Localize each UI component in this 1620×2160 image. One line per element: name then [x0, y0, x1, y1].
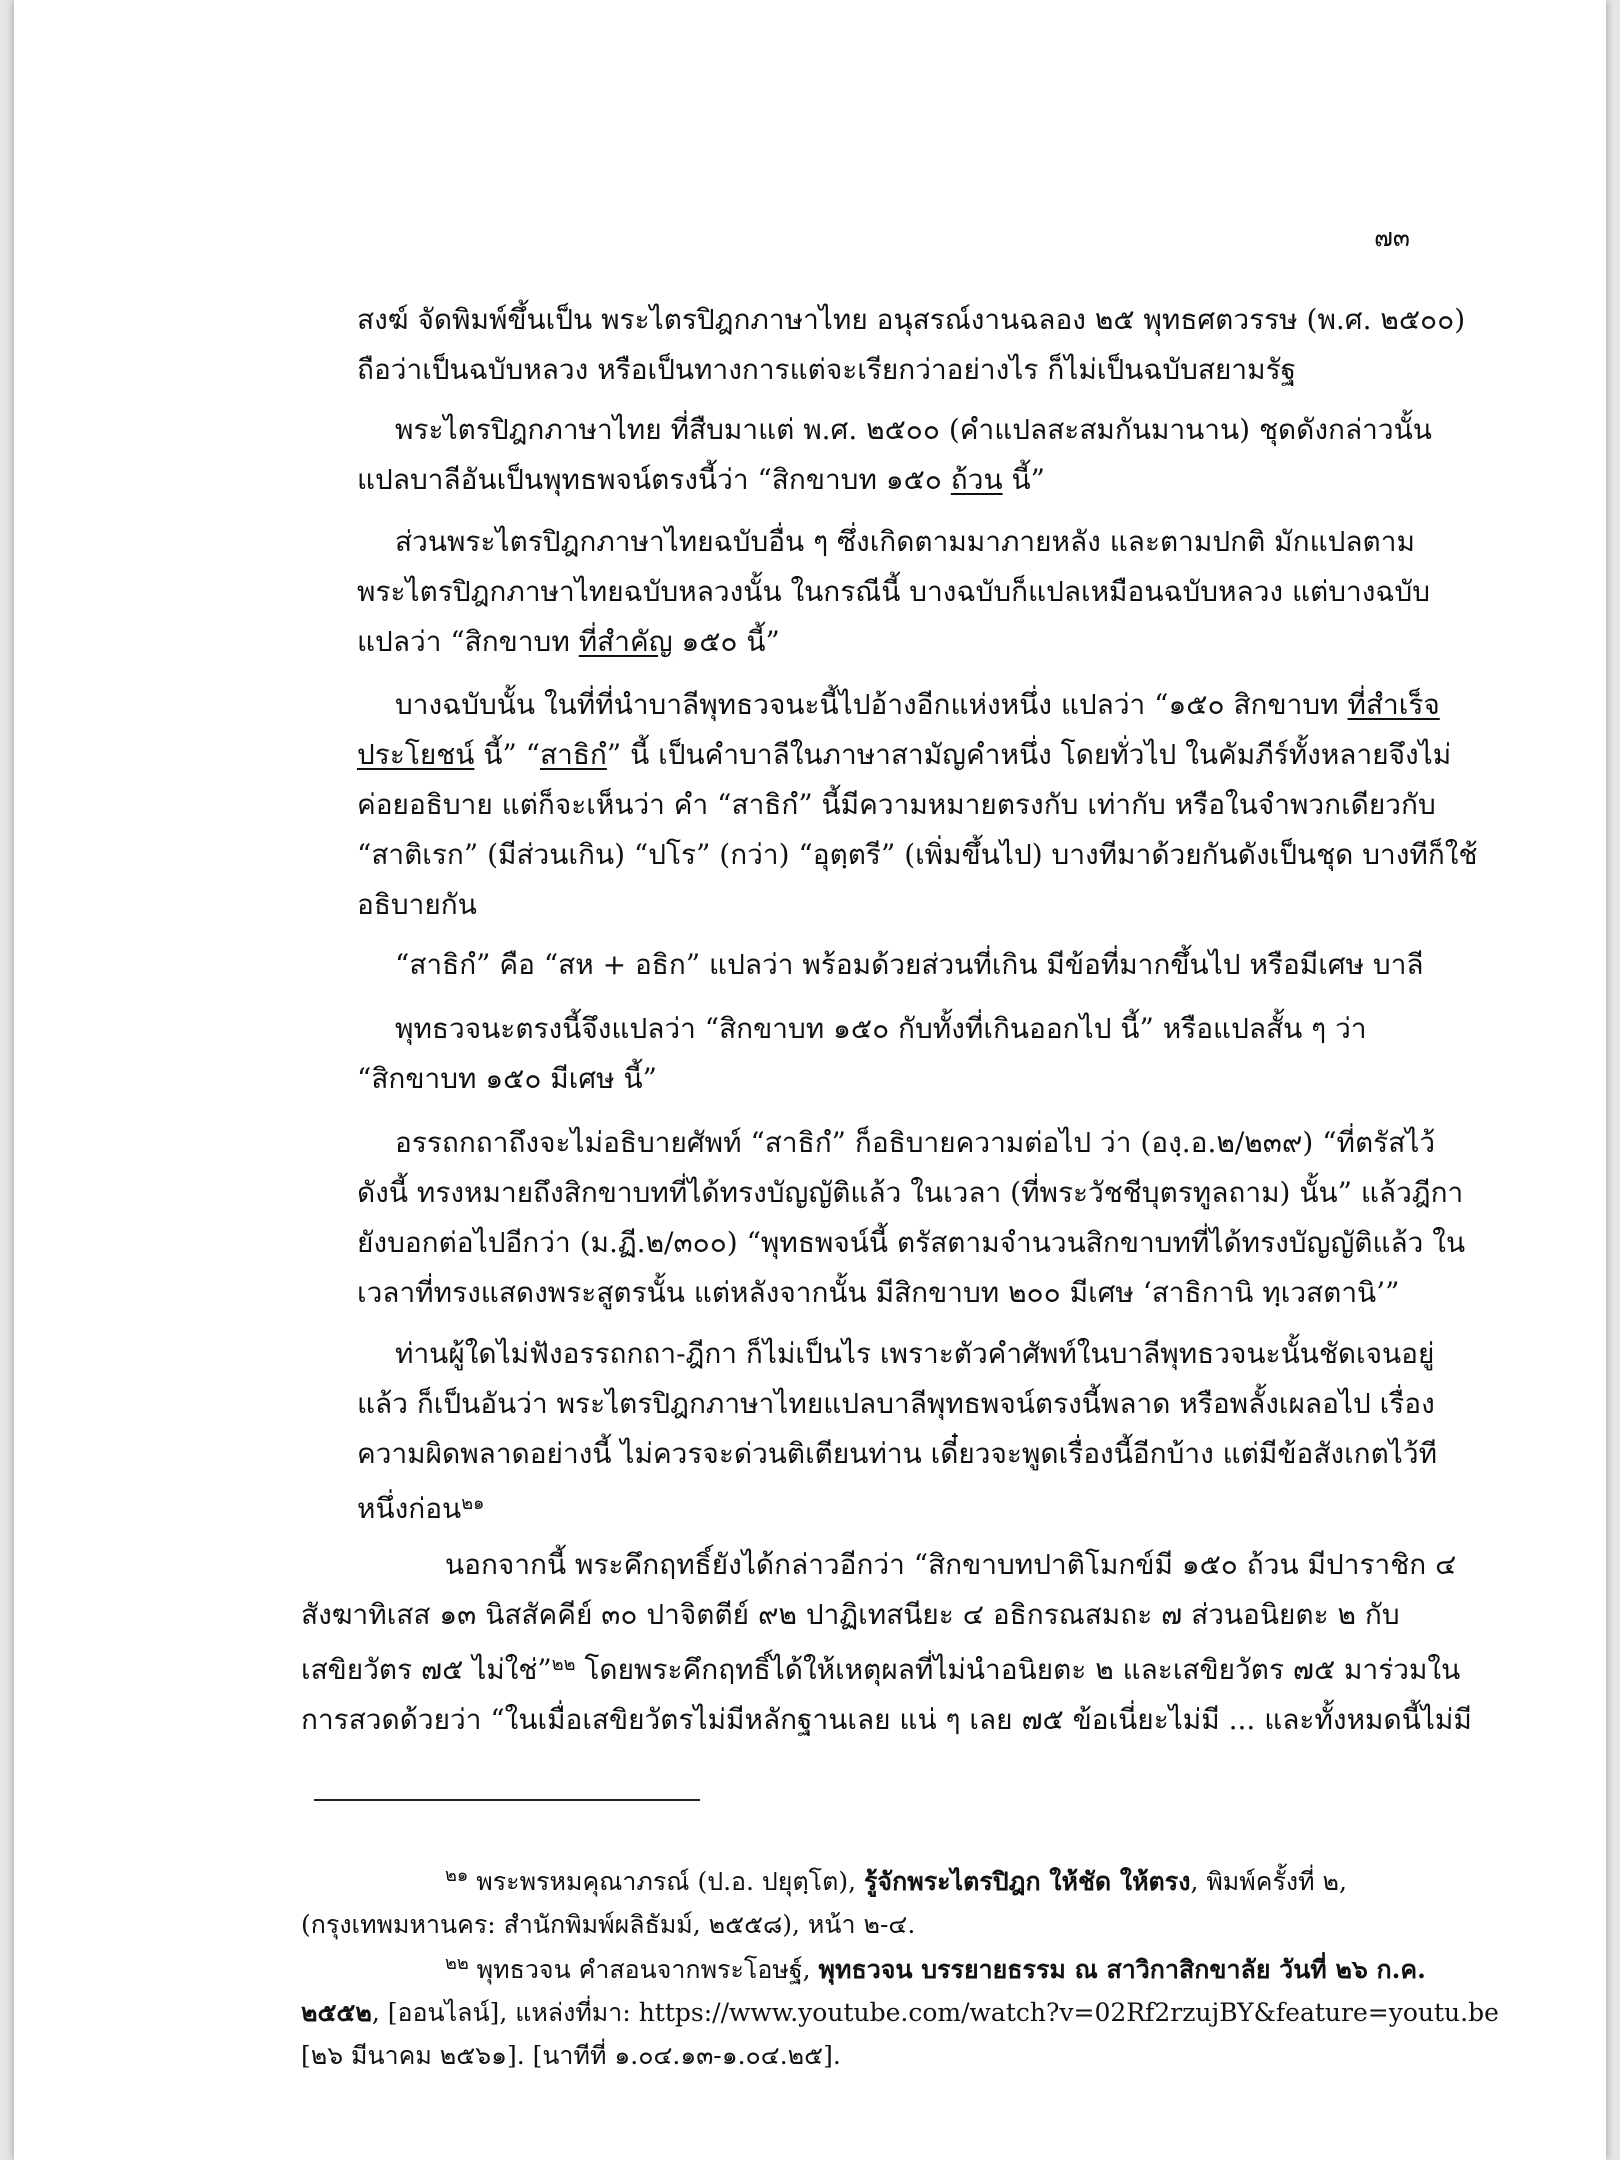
footnote-line — [301, 1991, 1499, 2034]
paragraph-4 — [357, 680, 1478, 930]
footnote-21 — [301, 1854, 1429, 1946]
footnote-line: (กรุงเทพมหานคร: สำนักพิมพ์ผลิธัมม์, ๒๕๕๘), หน้า ๒-๔. — [301, 1910, 916, 1939]
underlined-word: ถ้วน — [950, 463, 1003, 496]
text-line: เวลาที่ทรงแสดงพระสูตรนั้น แต่หลังจากนั้น มีสิกขาบท ๒๐๐ มีเศษ ‘สาธิกานิ ทฺเวสตานิ’” — [357, 1276, 1400, 1309]
paragraph-8 — [357, 1329, 1438, 1534]
text-line: สังฆาทิเสส ๑๓ นิสสัคคีย์ ๓๐ ปาจิตตีย์ ๙๒ ปาฏิเทสนียะ ๔ อธิกรณสมถะ ๗ ส่วนอนิยตะ ๒ กับ — [301, 1598, 1400, 1631]
text-line: “สิกขาบท ๑๕๐ มีเศษ นี้” — [357, 1062, 657, 1095]
text-line: แล้ว ก็เป็นอันว่า พระไตรปิฎกภาษาไทยแปลบาลีพุทธพจน์ตรงนี้พลาด หรือพลั้งเผลอไป เรื่อง — [357, 1387, 1435, 1420]
text-line: พระไตรปิฎกภาษาไทย ที่สืบมาแต่ พ.ศ. ๒๕๐๐ (คำแปลสะสมกันมานาน) ชุดดังกล่าวนั้น — [395, 413, 1432, 446]
paragraph-5 — [357, 940, 1429, 990]
text-run: พุทธวจน คำสอนจากพระโอษฐ์, — [468, 1955, 819, 1984]
footnote-ref-21[interactable]: ๒๑ — [461, 1493, 485, 1514]
paragraph-2 — [357, 405, 1432, 505]
text-line: พระไตรปิฎกภาษาไทยฉบับหลวงนั้น ในกรณีนี้ บางฉบับก็แปลเหมือนฉบับหลวง แต่บางฉบับ — [357, 575, 1431, 608]
text-line: ดังนี้ ทรงหมายถึงสิกขาบทที่ได้ทรงบัญญัติแล้ว ในเวลา (ที่พระวัชชีบุตรทูลถาม) นั้น” แล้วฎีกา — [357, 1176, 1464, 1209]
text-run: นี้” — [1002, 463, 1045, 496]
text-line: “สาธิกํ” คือ “สห + อธิก” แปลว่า พร้อมด้วยส่วนที่เกิน มีข้อที่มากขึ้นไป หรือมีเศษ บาลี — [395, 948, 1424, 981]
paragraph-1 — [357, 295, 1466, 395]
source-url-text[interactable]: , [ออนไลน์], แหล่งที่มา: https://www.youtube.com/watch?v=02Rf2rzujBY&feature=youtu.be — [371, 1998, 1499, 2027]
footnote-ref-22[interactable]: ๒๒ — [551, 1654, 576, 1675]
text-line — [357, 455, 1429, 505]
text-line — [301, 1640, 1461, 1695]
footnote-number: ๒๑ — [445, 1865, 469, 1886]
underlined-word: ที่สำคัญ — [578, 625, 673, 658]
text-run: แปลว่า “สิกขาบท — [357, 625, 579, 658]
text-line — [357, 1479, 1429, 1534]
text-line: การสวดด้วยว่า “ในเมื่อเสขิยวัตรไม่มีหลักฐานเลย แน่ ๆ เลย ๗๕ ข้อเนี่ยะไม่มี ... และทั้งหมดนี้ไม่มี — [301, 1703, 1472, 1736]
text-line: พุทธวจนะตรงนี้จึงแปลว่า “สิกขาบท ๑๕๐ กับทั้งที่เกินออกไป นี้” หรือแปลสั้น ๆ ว่า — [395, 1012, 1367, 1045]
footnote-line — [301, 1942, 1429, 1991]
text-run: ๑๕๐ นี้” — [672, 625, 780, 658]
text-line: นอกจากนี้ พระคึกฤทธิ์ยังได้กล่าวอีกว่า “สิกขาบทปาติโมกข์มี ๑๕๐ ถ้วน มีปาราชิก ๔ — [445, 1548, 1457, 1581]
text-run: พระพรหมคุณาภรณ์ (ป.อ. ปยุตฺโต), — [468, 1867, 864, 1896]
text-run: ” นี้ เป็นคำบาลีในภาษาสามัญคำหนึ่ง โดยทั่วไป ในคัมภีร์ทั้งหลายจึงไม่ — [606, 738, 1452, 771]
underlined-word: ประโยชน์ — [357, 738, 475, 771]
text-line: ถือว่าเป็นฉบับหลวง หรือเป็นทางการแต่จะเรียกว่าอย่างไร ก็ไม่เป็นฉบับสยามรัฐ — [357, 353, 1297, 386]
document-page — [14, 0, 1606, 2160]
page-number: ๗๓ — [1374, 223, 1410, 252]
text-run: นี้” “ — [474, 738, 541, 771]
text-line: ส่วนพระไตรปิฎกภาษาไทยฉบับอื่น ๆ ซึ่งเกิดตามมาภายหลัง และตามปกติ มักแปลตาม — [395, 525, 1415, 558]
footnote-separator — [314, 1799, 700, 1801]
text-run: หนึ่งก่อน — [357, 1492, 462, 1525]
text-line: “สาติเรก” (มีส่วนเกิน) “ปโร” (กว่า) “อุตฺตรี” (เพิ่มขึ้นไป) บางทีมาด้วยกันดังเป็นชุด บางทีก็ใช้ — [357, 838, 1478, 871]
text-line: ยังบอกต่อไปอีกว่า (ม.ฏี.๒/๓๐๐) “พุทธพจน์นี้ ตรัสตามจำนวนสิกขาบทที่ได้ทรงบัญญัติแล้ว ใน — [357, 1226, 1466, 1259]
text-run: บางฉบับนั้น ในที่ที่นำบาลีพุทธวจนะนี้ไปอ้างอีกแห่งหนึ่ง แปลว่า “๑๕๐ สิกขาบท — [395, 688, 1348, 721]
text-line: ความผิดพลาดอย่างนี้ ไม่ควรจะด่วนติเตียนท่าน เดี๋ยวจะพูดเรื่องนี้อีกบ้าง แต่มีข้อสังเกตไว้ที — [357, 1437, 1438, 1470]
paragraph-3 — [357, 517, 1429, 667]
footnote-line — [301, 1854, 1429, 1903]
text-run: แปลบาลีอันเป็นพุทธพจน์ตรงนี้ว่า “สิกขาบท ๑๕๐ — [357, 463, 951, 496]
footnote-number: ๒๒ — [445, 1953, 469, 1974]
text-run: เสขิยวัตร ๗๕ ไม่ใช่” — [301, 1653, 552, 1686]
text-line — [357, 730, 1452, 780]
text-run: , พิมพ์ครั้งที่ ๒, — [1190, 1867, 1347, 1896]
text-line: สงฆ์ จัดพิมพ์ขึ้นเป็น พระไตรปิฎกภาษาไทย อนุสรณ์งานฉลอง ๒๕ พุทธศตวรรษ (พ.ศ. ๒๕๐๐) — [357, 303, 1466, 336]
footnote-22 — [301, 1942, 1499, 2077]
lecture-title: พุทธวจน บรรยายธรรม ณ สาวิกาสิกขาลัย วันที่ ๒๖ ก.ค. — [818, 1955, 1426, 1984]
footnote-line: [๒๖ มีนาคม ๒๕๖๑]. [นาทีที่ ๑.๐๔.๑๓-๑.๐๔.๒๕]. — [301, 2041, 841, 2070]
text-line: อธิบายกัน — [357, 888, 477, 921]
text-line: อรรถกถาถึงจะไม่อธิบายศัพท์ “สาธิกํ” ก็อธิบายความต่อไป ว่า (องฺ.อ.๒/๒๓๙) “ที่ตรัสไว้ — [395, 1126, 1436, 1159]
text-line — [357, 617, 1429, 667]
paragraph-9 — [301, 1540, 1472, 1745]
lecture-title-year: ๒๕๕๒ — [301, 1998, 372, 2027]
book-title: รู้จักพระไตรปิฎก ให้ชัด ให้ตรง — [864, 1867, 1191, 1896]
underlined-word: ที่สำเร็จ — [1347, 688, 1440, 721]
text-line: ท่านผู้ใดไม่ฟังอรรถกถา-ฎีกา ก็ไม่เป็นไร เพราะตัวคำศัพท์ในบาลีพุทธวจนะนั้นชัดเจนอยู่ — [395, 1337, 1435, 1370]
underlined-word: สาธิกํ — [540, 738, 607, 771]
text-line — [357, 680, 1440, 730]
text-line: ค่อยอธิบาย แต่ก็จะเห็นว่า คำ “สาธิกํ” นี้มีความหมายตรงกับ เท่ากับ หรือในจำพวกเดียวกับ — [357, 788, 1436, 821]
paragraph-6 — [357, 1004, 1429, 1104]
paragraph-7 — [357, 1118, 1466, 1318]
text-run: โดยพระคึกฤทธิ์ได้ให้เหตุผลที่ไม่นำอนิยตะ ๒ และเสขิยวัตร ๗๕ มาร่วมใน — [575, 1653, 1461, 1686]
